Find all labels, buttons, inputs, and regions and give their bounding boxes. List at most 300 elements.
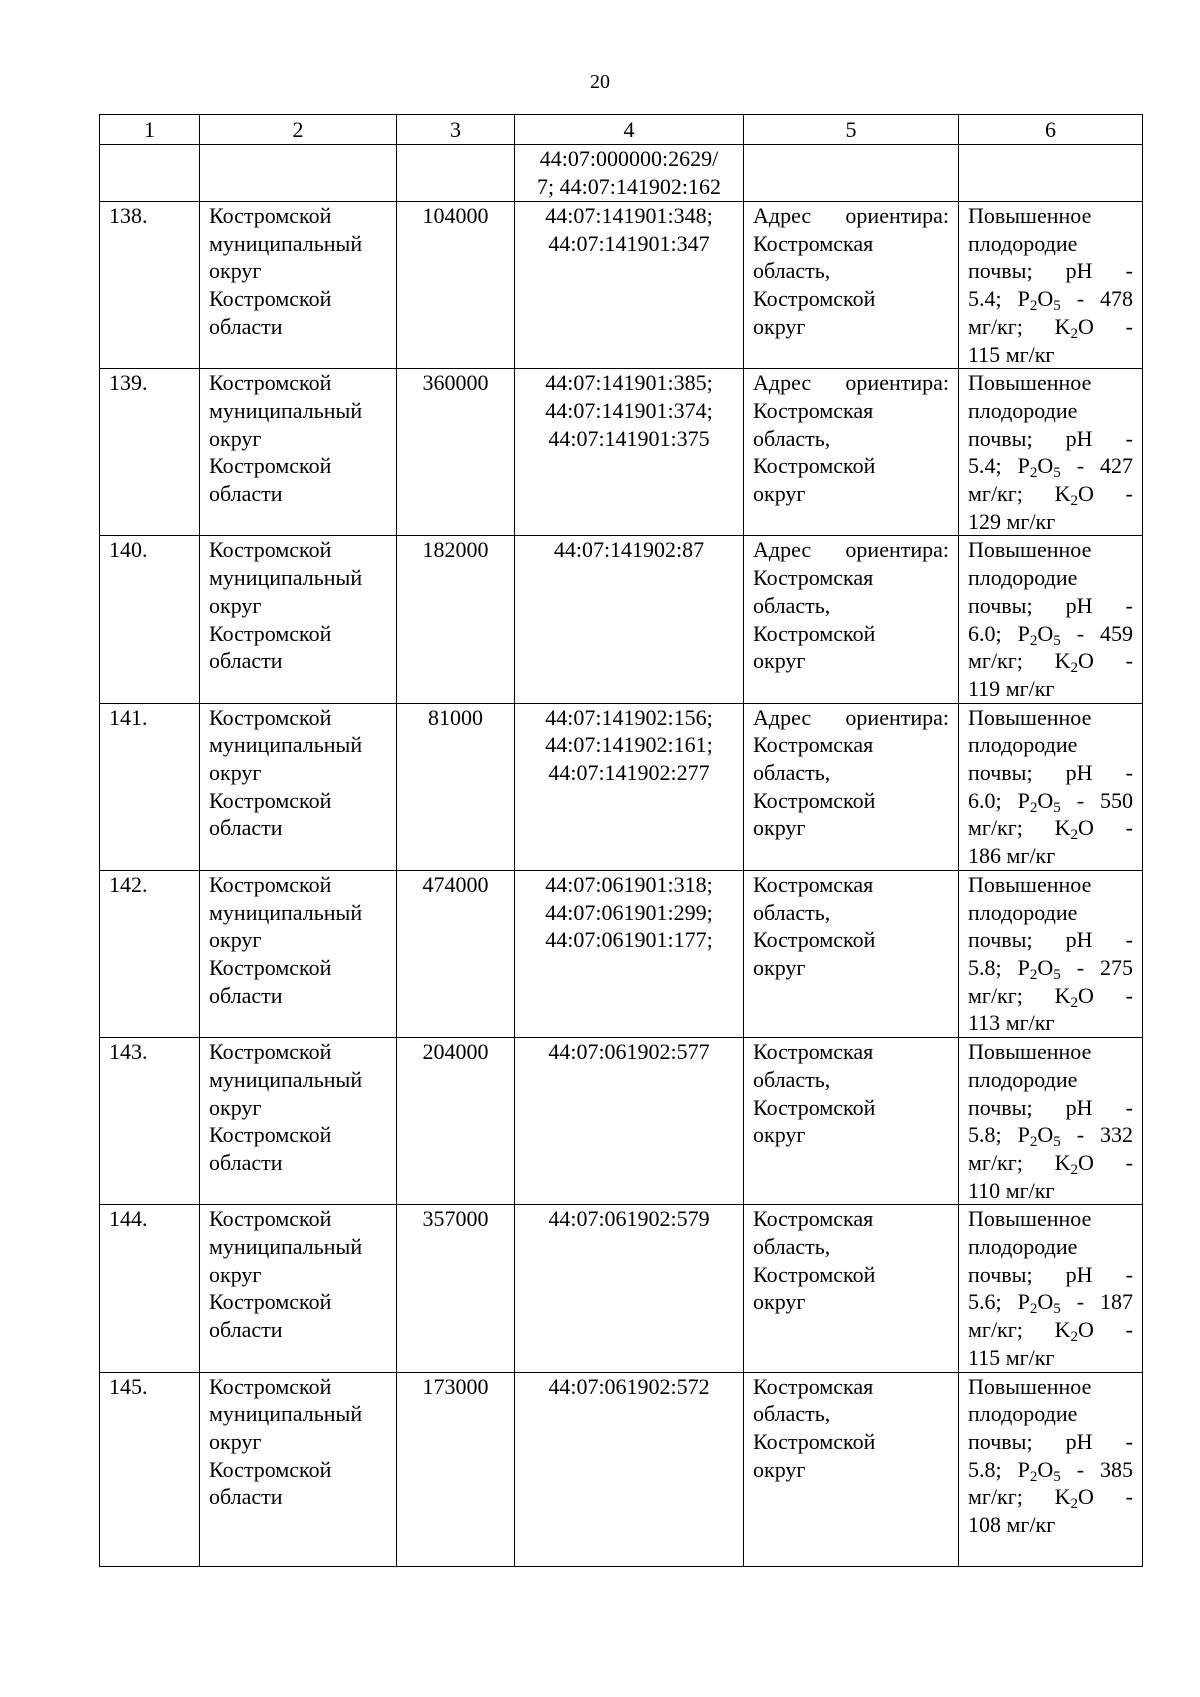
soil-label: почвы;: [968, 1261, 1033, 1287]
address-line: Костромская: [753, 397, 874, 423]
cell-area: [397, 369, 515, 536]
table-row: [100, 870, 1143, 1037]
soil-line: [968, 704, 1133, 732]
ph-label: pH: [1065, 1428, 1093, 1454]
table-row: [100, 703, 1143, 870]
soil-label: Повышенное: [968, 704, 1092, 730]
soil-label: Повышенное: [968, 1206, 1092, 1232]
cadastral-line: 44:07:141901:375: [548, 425, 710, 451]
ph-value: 5.8;: [968, 954, 1002, 980]
soil-line: мг/кг; $K_2O$ -: [968, 648, 1133, 677]
cell-address: [744, 703, 959, 870]
column-header-1: 1: [100, 115, 200, 145]
unit-label: мг/кг;: [968, 815, 1023, 841]
district-line: округ: [209, 1261, 262, 1287]
phosphorus-value: 275: [1100, 954, 1133, 980]
column-header-6: 6: [959, 115, 1143, 145]
cell-address: [744, 1372, 959, 1566]
district-line: Костромской: [209, 954, 332, 980]
soil-label: Повышенное: [968, 1373, 1092, 1399]
cadastral-line: 44:07:141901:347: [548, 230, 710, 256]
address-line: Костромской: [753, 286, 876, 312]
soil-line: [968, 341, 1133, 369]
soil-line: [968, 1177, 1133, 1205]
address-line: округ: [753, 1122, 806, 1148]
address-line: область,: [753, 258, 831, 284]
potassium-value: 113: [968, 1010, 1001, 1036]
district-line: Костромской: [209, 1289, 332, 1315]
phosphorus-value: 459: [1100, 620, 1133, 646]
soil-label: почвы;: [968, 760, 1033, 786]
address-line: Адрес ориентира:: [753, 203, 949, 228]
soil-line: мг/кг; $K_2O$ -: [968, 1149, 1133, 1178]
cadastral-line: 44:07:141902:161;: [545, 732, 713, 758]
cell-num: [100, 1205, 200, 1372]
soil-line: [968, 536, 1133, 564]
cell-district: [200, 369, 397, 536]
cell-soil: [959, 703, 1143, 870]
district-line: Костромской: [209, 537, 332, 563]
unit-label: мг/кг: [1006, 1512, 1056, 1538]
address-line: округ: [753, 313, 806, 339]
ph-label: pH: [1065, 592, 1093, 618]
unit-label: мг/кг: [1005, 1344, 1055, 1370]
district-line: области: [209, 982, 283, 1008]
cell-num: [100, 703, 200, 870]
soil-line: [968, 1373, 1133, 1401]
address-line: Костромская: [753, 732, 874, 758]
cell-num: [100, 145, 200, 202]
soil-line: [968, 842, 1133, 870]
potassium-value: 115: [968, 341, 1001, 367]
soil-label: плодородие: [968, 899, 1078, 925]
ph-value: 6.0;: [968, 787, 1002, 813]
potassium-value: 186: [968, 843, 1001, 869]
cell-district: [200, 1372, 397, 1566]
unit-label: мг/кг;: [968, 982, 1023, 1008]
cell-soil: [959, 536, 1143, 703]
cell-address: [744, 1038, 959, 1205]
cell-area: [397, 1372, 515, 1566]
table-row: [100, 1038, 1143, 1205]
unit-label: мг/кг: [1006, 508, 1056, 534]
district-line: округ: [209, 927, 262, 953]
row-number: 143.: [109, 1039, 148, 1065]
district-line: области: [209, 1317, 283, 1343]
soil-line: мг/кг; $K_2O$ -: [968, 815, 1133, 844]
soil-line: мг/кг; $K_2O$ -: [968, 1484, 1133, 1513]
address-line: область,: [753, 1066, 831, 1092]
table-row: [100, 369, 1143, 536]
address-line: область,: [753, 1401, 831, 1427]
address-line: Костромской: [753, 1261, 876, 1287]
address-line: Костромская: [753, 1373, 874, 1399]
soil-line: [968, 369, 1133, 397]
soil-label: плодородие: [968, 732, 1078, 758]
district-line: округ: [209, 425, 262, 451]
address-line: Костромская: [753, 1039, 874, 1065]
cell-cadastral: [515, 1205, 744, 1372]
ph-value: 5.6;: [968, 1289, 1002, 1315]
cell-district: [200, 536, 397, 703]
phosphorus-value: 550: [1100, 787, 1133, 813]
district-line: Костромской: [209, 871, 332, 897]
soil-label: Повышенное: [968, 370, 1092, 396]
district-line: Костромской: [209, 203, 332, 228]
cell-district: [200, 202, 397, 369]
cell-num: [100, 1038, 200, 1205]
district-line: Костромской: [209, 1373, 332, 1399]
cell-area: [397, 145, 515, 202]
district-line: муниципальный: [209, 1066, 363, 1092]
cadastral-line: 44:07:141901:385;: [545, 370, 713, 396]
address-line: Костромская: [753, 871, 874, 897]
soil-label: почвы;: [968, 1094, 1033, 1120]
soil-line: 5.8; $P_2O_5 - 385$: [968, 1456, 1133, 1485]
soil-label: почвы;: [968, 425, 1033, 451]
unit-label: мг/кг;: [968, 313, 1023, 339]
cell-num: [100, 870, 200, 1037]
cell-area: [397, 870, 515, 1037]
district-line: муниципальный: [209, 230, 363, 256]
district-line: области: [209, 1149, 283, 1175]
row-number: 138.: [109, 203, 148, 228]
district-line: муниципальный: [209, 1401, 363, 1427]
cell-area: [397, 202, 515, 369]
cell-district: [200, 1038, 397, 1205]
table-header-row: [100, 115, 1143, 145]
district-line: области: [209, 648, 283, 674]
soil-line: 6.0; $P_2O_5 - 550$: [968, 787, 1133, 816]
address-line: округ: [753, 1289, 806, 1315]
row-number: 139.: [109, 370, 148, 396]
soil-line: 5.6; $P_2O_5 - 187$: [968, 1289, 1133, 1318]
row-number: 144.: [109, 1206, 148, 1232]
address-line: область,: [753, 760, 831, 786]
cell-cadastral: [515, 703, 744, 870]
soil-label: почвы;: [968, 927, 1033, 953]
area-value: 182000: [422, 537, 489, 563]
cell-soil: [959, 870, 1143, 1037]
soil-label: Повышенное: [968, 871, 1092, 897]
column-header-4: 4: [515, 115, 744, 145]
ph-label: pH: [1065, 425, 1093, 451]
cadastral-line: 44:07:061902:572: [548, 1373, 710, 1399]
unit-label: мг/кг: [1005, 341, 1055, 367]
address-line: округ: [753, 481, 806, 507]
address-line: Костромской: [753, 620, 876, 646]
soil-line: [968, 675, 1133, 703]
ph-value: 5.8;: [968, 1122, 1002, 1148]
district-line: муниципальный: [209, 565, 363, 591]
area-value: 357000: [422, 1206, 489, 1232]
soil-line: [968, 1511, 1133, 1539]
row-number: 140.: [109, 537, 148, 563]
cell-address: [744, 202, 959, 369]
area-value: 173000: [422, 1373, 489, 1399]
cell-soil: [959, 1205, 1143, 1372]
district-line: округ: [209, 258, 262, 284]
district-line: округ: [209, 1094, 262, 1120]
soil-line: мг/кг; $K_2O$ -: [968, 313, 1133, 342]
potassium-value: 110: [968, 1177, 1001, 1203]
soil-line: [968, 1233, 1133, 1261]
land-plots-table: [99, 114, 1143, 1567]
soil-line: 5.8; $P_2O_5 - 332$: [968, 1122, 1133, 1151]
column-header-2: 2: [200, 115, 397, 145]
cell-cadastral: [515, 1372, 744, 1566]
table-row: [100, 1372, 1143, 1566]
soil-line: [968, 508, 1133, 536]
address-line: Костромской: [753, 1428, 876, 1454]
phosphorus-value: 427: [1100, 453, 1133, 479]
row-number: 145.: [109, 1373, 148, 1399]
soil-line: [968, 899, 1133, 927]
district-line: Костромской: [209, 370, 332, 396]
cell-address: [744, 145, 959, 202]
cadastral-line: 44:07:061902:577: [548, 1039, 710, 1065]
cadastral-line: 44:07:061901:177;: [545, 927, 713, 953]
phosphorus-value: 385: [1100, 1456, 1133, 1482]
cell-district: [200, 1205, 397, 1372]
ph-value: 5.4;: [968, 453, 1002, 479]
soil-line: почвы; pH -: [968, 1261, 1133, 1287]
area-value: 360000: [422, 370, 489, 396]
soil-label: плодородие: [968, 565, 1078, 591]
cell-soil: [959, 369, 1143, 536]
address-line: округ: [753, 1456, 806, 1482]
soil-line: 5.4; $P_2O_5 - 478$: [968, 286, 1133, 315]
soil-line: [968, 1009, 1133, 1037]
soil-line: [968, 397, 1133, 425]
ph-value: 5.8;: [968, 1456, 1002, 1482]
cadastral-line: 44:07:141902:87: [553, 537, 705, 563]
cell-soil: [959, 1038, 1143, 1205]
column-header-5: 5: [744, 115, 959, 145]
address-line: Костромской: [753, 1094, 876, 1120]
cell-cadastral: [515, 369, 744, 536]
row-number: 142.: [109, 871, 148, 897]
cell-num: [100, 1372, 200, 1566]
soil-label: Повышенное: [968, 1039, 1092, 1065]
address-line: Костромская: [753, 230, 874, 256]
district-line: Костромской: [209, 1039, 332, 1065]
row-number: 141.: [109, 704, 148, 730]
ph-label: pH: [1065, 927, 1093, 953]
district-line: Костромской: [209, 1122, 332, 1148]
soil-line: почвы; pH -: [968, 760, 1133, 786]
area-value: 104000: [422, 203, 489, 228]
address-line: область,: [753, 592, 831, 618]
ph-label: pH: [1065, 1094, 1093, 1120]
address-line: область,: [753, 899, 831, 925]
soil-line: почвы; pH -: [968, 1094, 1133, 1120]
soil-label: плодородие: [968, 230, 1078, 256]
cell-address: [744, 870, 959, 1037]
cadastral-line: 7; 44:07:141902:162: [537, 173, 721, 199]
district-line: муниципальный: [209, 899, 363, 925]
soil-line: [968, 871, 1133, 899]
soil-line: почвы; pH -: [968, 425, 1133, 451]
cadastral-line: 44:07:061902:579: [548, 1206, 710, 1232]
cadastral-line: 44:07:061901:318;: [545, 871, 713, 897]
cell-district: [200, 145, 397, 202]
unit-label: мг/кг: [1005, 1010, 1055, 1036]
soil-label: плодородие: [968, 1401, 1078, 1427]
soil-line: [968, 1400, 1133, 1428]
ph-value: 5.4;: [968, 286, 1002, 312]
cell-cadastral: [515, 145, 744, 202]
cell-soil: [959, 1372, 1143, 1566]
unit-label: мг/кг;: [968, 481, 1023, 507]
soil-line: мг/кг; $K_2O$ -: [968, 1317, 1133, 1346]
address-line: округ: [753, 648, 806, 674]
soil-line: 5.4; $P_2O_5 - 427$: [968, 453, 1133, 482]
phosphorus-value: 187: [1100, 1289, 1133, 1315]
potassium-value: 129: [968, 508, 1001, 534]
soil-label: плодородие: [968, 1066, 1078, 1092]
soil-line: [968, 1066, 1133, 1094]
cell-area: [397, 1038, 515, 1205]
cell-area: [397, 536, 515, 703]
address-line: область,: [753, 425, 831, 451]
soil-label: почвы;: [968, 592, 1033, 618]
address-line: Адрес ориентира:: [753, 704, 949, 730]
ph-value: 6.0;: [968, 620, 1002, 646]
district-line: округ: [209, 592, 262, 618]
district-line: области: [209, 1484, 283, 1510]
soil-line: почвы; pH -: [968, 927, 1133, 953]
cadastral-line: 44:07:141901:348;: [545, 203, 713, 228]
soil-line: мг/кг; $K_2O$ -: [968, 481, 1133, 510]
phosphorus-value: 332: [1100, 1122, 1133, 1148]
cadastral-line: 44:07:000000:2629/: [539, 146, 719, 171]
address-line: Костромская: [753, 565, 874, 591]
district-line: муниципальный: [209, 1234, 363, 1260]
address-line: округ: [753, 815, 806, 841]
soil-line: почвы; pH -: [968, 258, 1133, 284]
address-line: Костромской: [753, 787, 876, 813]
cell-soil: [959, 145, 1143, 202]
soil-label: почвы;: [968, 258, 1033, 284]
address-line: Костромская: [753, 1206, 874, 1232]
unit-label: мг/кг: [1005, 1177, 1055, 1203]
cell-district: [200, 703, 397, 870]
district-line: области: [209, 815, 283, 841]
cell-soil: [959, 202, 1143, 369]
district-line: Костромской: [209, 286, 332, 312]
potassium-value: 115: [968, 1344, 1001, 1370]
continuation-row: [100, 145, 1143, 202]
phosphorus-value: 478: [1100, 286, 1133, 312]
cadastral-line: 44:07:141901:374;: [545, 397, 713, 423]
address-line: Адрес ориентира:: [753, 537, 949, 563]
soil-label: плодородие: [968, 397, 1078, 423]
potassium-value: 108: [968, 1512, 1001, 1538]
soil-label: плодородие: [968, 1234, 1078, 1260]
district-line: муниципальный: [209, 397, 363, 423]
ph-label: pH: [1065, 258, 1093, 284]
column-header-3: 3: [397, 115, 515, 145]
soil-line: [968, 1344, 1133, 1372]
district-line: области: [209, 313, 283, 339]
cell-cadastral: [515, 1038, 744, 1205]
area-value: 204000: [422, 1039, 489, 1065]
soil-label: почвы;: [968, 1428, 1033, 1454]
address-line: Костромской: [753, 453, 876, 479]
soil-label: Повышенное: [968, 203, 1092, 228]
soil-line: [968, 202, 1133, 230]
soil-line: 6.0; $P_2O_5 - 459$: [968, 620, 1133, 649]
district-line: области: [209, 481, 283, 507]
table-row: [100, 202, 1143, 369]
table-row: [100, 536, 1143, 703]
cell-district: [200, 870, 397, 1037]
soil-line: [968, 1038, 1133, 1066]
district-line: Костромской: [209, 1456, 332, 1482]
address-line: округ: [753, 954, 806, 980]
ph-label: pH: [1065, 1261, 1093, 1287]
table-row: [100, 1205, 1143, 1372]
area-value: 81000: [428, 704, 483, 730]
unit-label: мг/кг: [1006, 843, 1056, 869]
cell-num: [100, 202, 200, 369]
unit-label: мг/кг: [1005, 675, 1055, 701]
cell-cadastral: [515, 536, 744, 703]
district-line: муниципальный: [209, 732, 363, 758]
cell-cadastral: [515, 202, 744, 369]
unit-label: мг/кг;: [968, 1149, 1023, 1175]
cell-address: [744, 1205, 959, 1372]
soil-label: Повышенное: [968, 537, 1092, 563]
district-line: Костромской: [209, 704, 332, 730]
soil-line: 5.8; $P_2O_5 - 275$: [968, 954, 1133, 983]
cell-area: [397, 1205, 515, 1372]
soil-line: почвы; pH -: [968, 592, 1133, 618]
cell-num: [100, 536, 200, 703]
district-line: Костромской: [209, 1206, 332, 1232]
ph-label: pH: [1065, 760, 1093, 786]
unit-label: мг/кг;: [968, 1317, 1023, 1343]
page-number: 20: [590, 71, 610, 93]
soil-line: [968, 564, 1133, 592]
district-line: округ: [209, 1428, 262, 1454]
cell-address: [744, 369, 959, 536]
address-line: Адрес ориентира:: [753, 370, 949, 396]
cadastral-line: 44:07:141902:277: [548, 760, 710, 786]
district-line: Костромской: [209, 453, 332, 479]
address-line: область,: [753, 1234, 831, 1260]
area-value: 474000: [422, 871, 489, 897]
cadastral-line: 44:07:061901:299;: [545, 899, 713, 925]
soil-line: [968, 1205, 1133, 1233]
soil-line: [968, 230, 1133, 258]
cell-num: [100, 369, 200, 536]
cadastral-line: 44:07:141902:156;: [545, 704, 713, 730]
soil-line: почвы; pH -: [968, 1428, 1133, 1454]
unit-label: мг/кг;: [968, 648, 1023, 674]
soil-line: [968, 731, 1133, 759]
cell-cadastral: [515, 870, 744, 1037]
address-line: Костромской: [753, 927, 876, 953]
potassium-value: 119: [968, 675, 1001, 701]
unit-label: мг/кг;: [968, 1484, 1023, 1510]
cell-address: [744, 536, 959, 703]
district-line: Костромской: [209, 787, 332, 813]
cell-area: [397, 703, 515, 870]
soil-line: мг/кг; $K_2O$ -: [968, 982, 1133, 1011]
district-line: округ: [209, 760, 262, 786]
